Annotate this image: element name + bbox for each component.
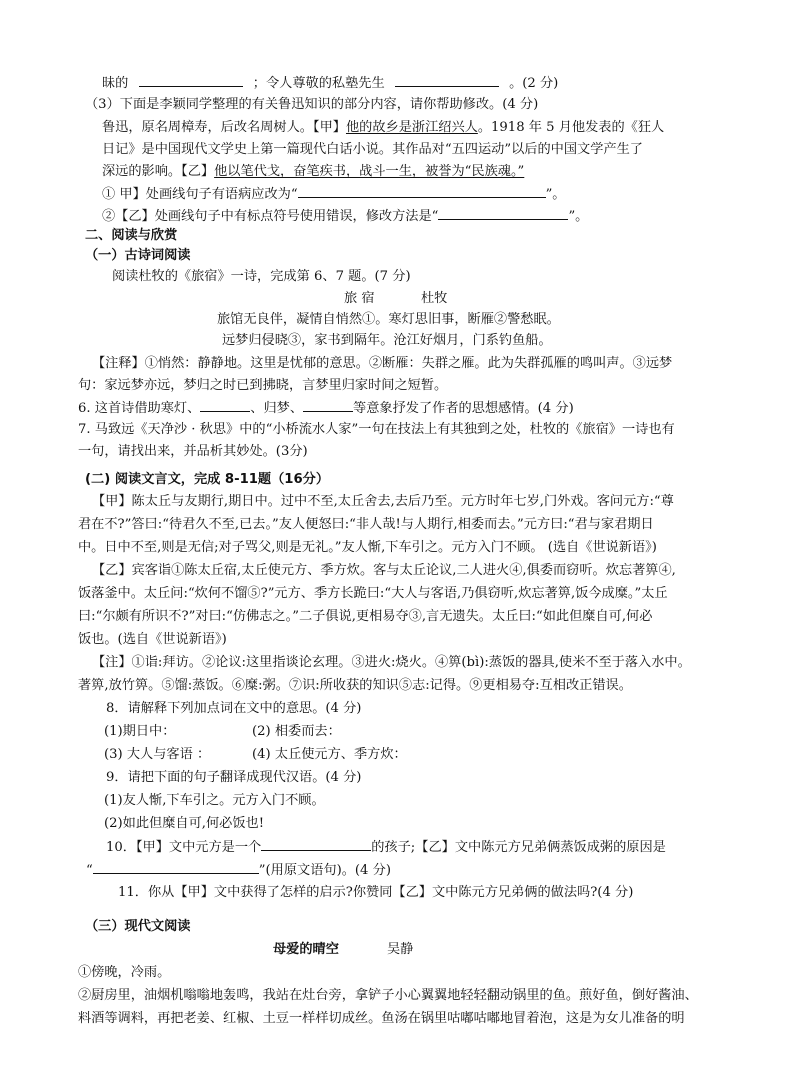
passage-jia: 【甲】陈太丘与友期行,期日中。过中不至,太丘舍去,去后乃至。元方时年七岁,门外戏。客问元方:“尊 bbox=[92, 494, 674, 509]
subsection-modern-title: （三）现代文阅读 bbox=[85, 919, 191, 934]
question-9: 9．请把下面的句子翻译成现代汉语。(4 分) bbox=[106, 770, 362, 785]
passage-line: 鲁迅，原名周樟寿，后改名周树人。【甲】他的故乡是浙江绍兴人。1918 年 5 月他发表的《狂人 bbox=[102, 120, 665, 135]
poem-note: 【注释】①悄然：静静地。这里是忧郁的意思。②断雁：失群之雁。此为失群孤雁的鸣叫声。③远梦 bbox=[92, 356, 673, 371]
passage-yi: 饭也。(选自《世说新语》) bbox=[78, 632, 227, 647]
subsection-poem-title: （一）古诗词阅读 bbox=[85, 248, 191, 263]
passage-yi: 【乙】宾客诣①陈太丘宿,太丘使元方、季方炊。客与太丘论议,二人进火④,俱委而窃听。炊忘著箅④, bbox=[92, 563, 676, 578]
essay-paragraph: ①傍晚，冷雨。 bbox=[78, 965, 171, 980]
q5-item-2: ②【乙】处画线句子中有标点符号使用错误，修改方法是“ ”。 bbox=[102, 205, 588, 228]
answer-blank[interactable] bbox=[438, 205, 568, 220]
question-8-1: (1)期日中： bbox=[104, 724, 176, 739]
poem-title: 旅 宿 bbox=[344, 291, 375, 306]
poem-author: 杜牧 bbox=[421, 291, 448, 306]
underlined-sentence-yi: 他以笔代戈，奋笔疾书，战斗一生，被誉为“民族魂。” bbox=[214, 164, 525, 179]
q5-fill-line: 昧的 ；令人尊敬的私塾先生 。(2 分) bbox=[102, 72, 558, 95]
question-10: “ ”(用原文语句)。(4 分) bbox=[86, 859, 391, 882]
answer-blank[interactable] bbox=[261, 836, 371, 851]
answer-blank[interactable] bbox=[303, 397, 353, 412]
question-7: 7. 马致远《天净沙 · 秋思》中的“小桥流水人家”一句在技法上有其独到之处，杜牧的《旅宿》一诗也有 bbox=[78, 422, 675, 437]
classical-notes: 【注】①诣:拜访。②论议:这里指谈论玄理。③进火:烧火。④箅(bì):蒸饭的器具,使米不至于落入水中。 bbox=[92, 655, 691, 670]
passage-line: 日记》是中国现代文学史上第一篇现代白话小说。其作品对“五四运动”以后的中国文学产生了 bbox=[102, 142, 643, 157]
question-8-3: (3) 大人与客语 ： bbox=[104, 747, 211, 762]
subsection-classical-title: (二) 阅读文言文，完成 8-11题（16分） bbox=[85, 472, 330, 487]
question-9-2: (2)如此但糜自可,何必饭也! bbox=[104, 816, 265, 831]
passage-yi: 饭落釜中。太丘问:“炊何不馏⑤?”元方、季方长跪曰:“大人与客语,乃俱窃听,炊忘著箅,饭今成糜。”太丘 bbox=[78, 586, 668, 601]
poem-instruction: 阅读杜牧的《旅宿》一诗，完成第 6、7 题。(7 分) bbox=[112, 269, 411, 284]
essay-paragraph: ②厨房里，油烟机嗡嗡地轰鸣，我站在灶台旁，拿铲子小心翼翼地轻轻翻动锅里的鱼。煎好鱼，倒好酱油、 bbox=[78, 988, 698, 1003]
question-9-1: (1)友人惭,下车引之。元方入门不顾。 bbox=[104, 793, 325, 808]
passage-jia: 君在不?”答曰:“待君久不至,已去。”友人便怒曰:“非人哉!与人期行,相委而去。”元方曰:“君与家君期日 bbox=[78, 517, 654, 532]
q5-item-1: ① 甲】处画线句子有语病应改为“ ”。 bbox=[102, 183, 566, 206]
essay-title: 母爱的晴空 bbox=[273, 942, 339, 957]
answer-blank[interactable] bbox=[200, 397, 250, 412]
classical-notes: 著箅,放竹箅。⑤馏:蒸饭。⑥糜:粥。⑦识:所收获的知识⑤志:记得。⑨更相易夺:互相改正错误。 bbox=[78, 678, 632, 693]
underlined-sentence-jia: 他的故乡是浙江绍兴人 bbox=[345, 120, 478, 135]
question-8: 8．请解释下列加点词在文中的意思。(4 分) bbox=[106, 701, 362, 716]
question-8-2: (2) 相委而去： bbox=[252, 724, 341, 739]
section-2-title: 二、阅读与欣赏 bbox=[85, 228, 178, 243]
essay-paragraph: 料酒等调料，再把老姜、红椒、土豆一样样切成丝。鱼汤在锅里咕嘟咕嘟地冒着泡，这是为女儿准备的明 bbox=[78, 1011, 685, 1026]
poem-note: 句：家远梦亦远，梦归之时已到拂晓，言梦里归家时间之短暂。 bbox=[78, 378, 448, 393]
answer-blank[interactable] bbox=[395, 72, 499, 87]
answer-blank[interactable] bbox=[298, 183, 546, 198]
answer-blank[interactable] bbox=[93, 859, 259, 874]
passage-line: 深远的影响。【乙】他以笔代戈，奋笔疾书，战斗一生，被誉为“民族魂。” bbox=[102, 164, 525, 179]
poem-line-1: 旅馆无良伴，凝情自悄然①。寒灯思旧事，断雁②警愁眠。 bbox=[217, 312, 560, 327]
question-8-4: (4) 太丘使元方、季方炊： bbox=[252, 747, 407, 762]
question-7: 一句，请找出来，并品析其妙处。(3分) bbox=[78, 444, 308, 459]
answer-blank[interactable] bbox=[139, 72, 243, 87]
question-10: 10．【甲】文中元方是一个 的孩子;【乙】文中陈元方兄弟俩蒸饭成粥的原因是 bbox=[106, 836, 666, 859]
passage-yi: 曰:“尔颇有所识不?”对曰:“仿佛志之。”二子俱说,更相易夺③,言无遗失。太丘曰:“如此但糜自可,何必 bbox=[78, 609, 653, 624]
poem-line-2: 远梦归侵晓③，家书到隔年。沧江好烟月，门系钓鱼船。 bbox=[222, 333, 552, 348]
question-11: 11．你从【甲】文中获得了怎样的启示?你赞同【乙】文中陈元方兄弟俩的做法吗?(4 分) bbox=[118, 885, 634, 900]
essay-author: 吴静 bbox=[387, 942, 414, 957]
q5-3-heading: （3）下面是李颖同学整理的有关鲁迅知识的部分内容，请你帮助修改。(4 分) bbox=[85, 97, 539, 112]
question-6: 6. 这首诗借助寒灯、 、归梦、 等意象抒发了作者的思想感情。(4 分) bbox=[78, 397, 574, 420]
passage-jia: 中。日中不至,则是无信;对子骂父,则是无礼。”友人惭,下车引之。元方入门不顾。 (选自《世说新语》) bbox=[78, 540, 657, 555]
